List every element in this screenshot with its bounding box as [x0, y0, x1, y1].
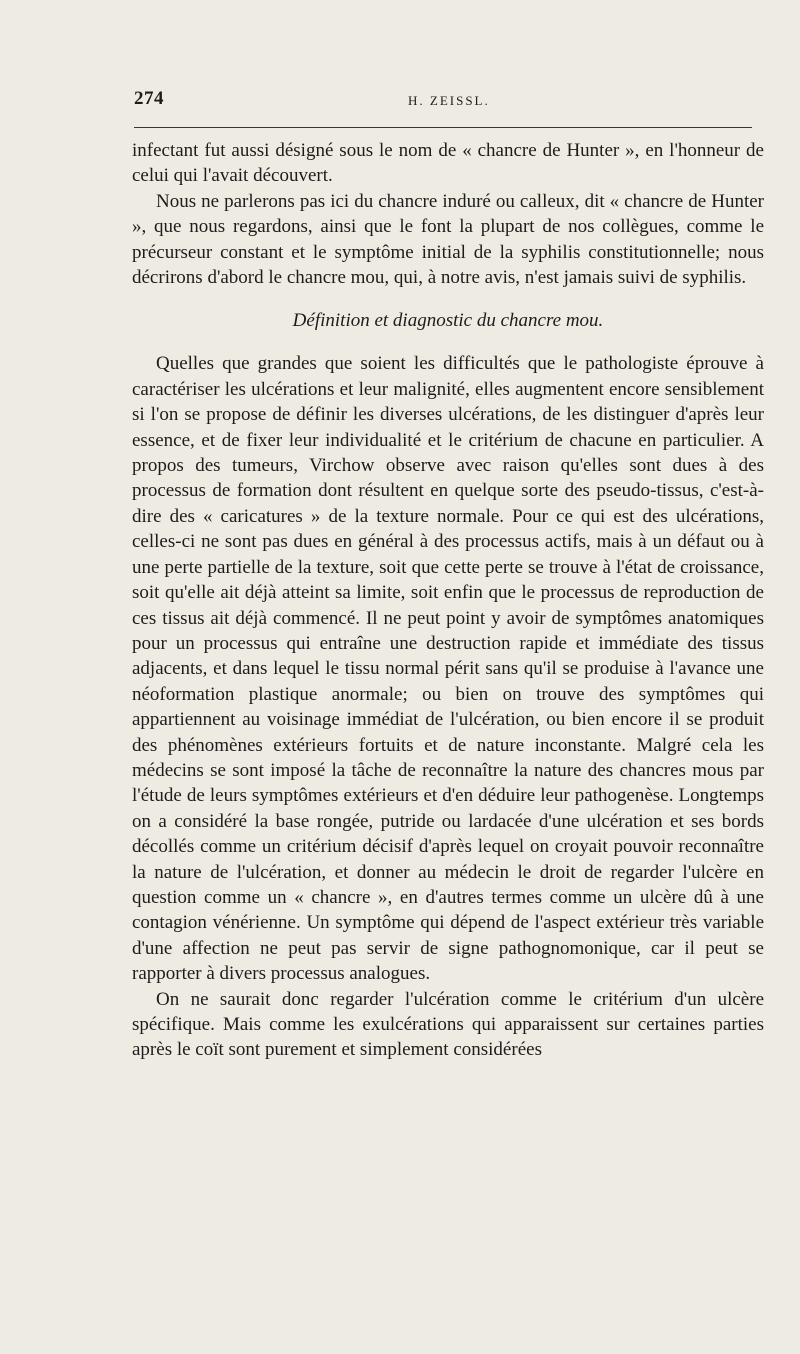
- page-header: [134, 88, 760, 118]
- section-title: Définition et diagnostic du chancre mou.: [292, 310, 604, 332]
- body-text: [132, 138, 764, 1063]
- header-rule: [134, 127, 752, 128]
- paragraph: On ne saurait donc regarder l'ulcération comme le critérium d'un ulcère spécifique. Mais comme les exulcérations qui apparaissent sur certaines parties après le coït sont purement et simplement considérées: [132, 988, 764, 1061]
- page-number: 274: [134, 88, 164, 109]
- paragraph-continued: infectant fut aussi désigné sous le nom de « chancre de Hunter », en l'honneur de celui qui l'avait découvert.: [132, 140, 764, 187]
- running-head: H. ZEISSL.: [408, 93, 490, 108]
- paragraph: Nous ne parlerons pas ici du chancre induré ou calleux, dit « chancre de Hunter », que nous regardons, ainsi que le font la plupart de nos collègues, comme le précurseur constant et le symptôme initial de la syphilis constitutionnelle; nous décrirons d'abord le chancre mou, qui, à notre avis, n'est jamais suivi de syphilis.: [132, 190, 764, 289]
- paragraph: Quelles que grandes que soient les difficultés que le pathologiste éprouve à caractériser les ulcérations et leur malignité, elles augmentent encore sensiblement si l'on se propose de définir les diverses ulcérations, de les distinguer d'après leur essence, et de fixer leur individualité et le critérium de chacune en particulier. A propos des tumeurs, Virchow observe avec raison qu'elles sont dues à des processus de formation dont résultent en quelque sorte des pseudo-tissus, c'est-à-dire des « caricatures » de la texture normale. Pour ce qui est des ulcérations, celles-ci ne sont pas dues en général à des processus actifs, mais à un défaut ou à une perte partielle de la texture, soit que cette perte se trouve à l'état de croissance, soit qu'elle ait déjà atteint sa limite, soit enfin que le processus de reproduction de ces tissus ait déjà commencé. Il ne peut point y avoir de symptômes anatomiques pour un processus qui entraîne une destruction rapide et immédiate des tissus adjacents, et dans lequel le tissu normal périt sans qu'il se produise à l'avance une néoformation plastique anormale; ou bien on trouve des symptômes qui appartiennent au voisinage immédiat de l'ulcération, ou bien encore il se produit des phénomènes extérieurs fortuits et de nature inconstante. Malgré cela les médecins se sont imposé la tâche de reconnaître la nature des chancres mous par l'étude de leurs symptômes extérieurs et d'en déduire leur pathogenèse. Longtemps on a considéré la base rongée, putride ou lardacée d'une ulcération et ses bords décollés comme un critérium décisif d'après lequel on croyait pouvoir reconnaître la nature de l'ulcération, et donner au médecin le droit de regarder l'ulcère en question comme un « chancre », en d'autres termes comme un ulcère dû à une contagion vénérienne. Un symptôme qui dépend de l'aspect extérieur très variable d'une affection ne peut pas servir de signe pathognomonique, car il peut se rapporter à divers processus analogues.: [132, 353, 764, 985]
